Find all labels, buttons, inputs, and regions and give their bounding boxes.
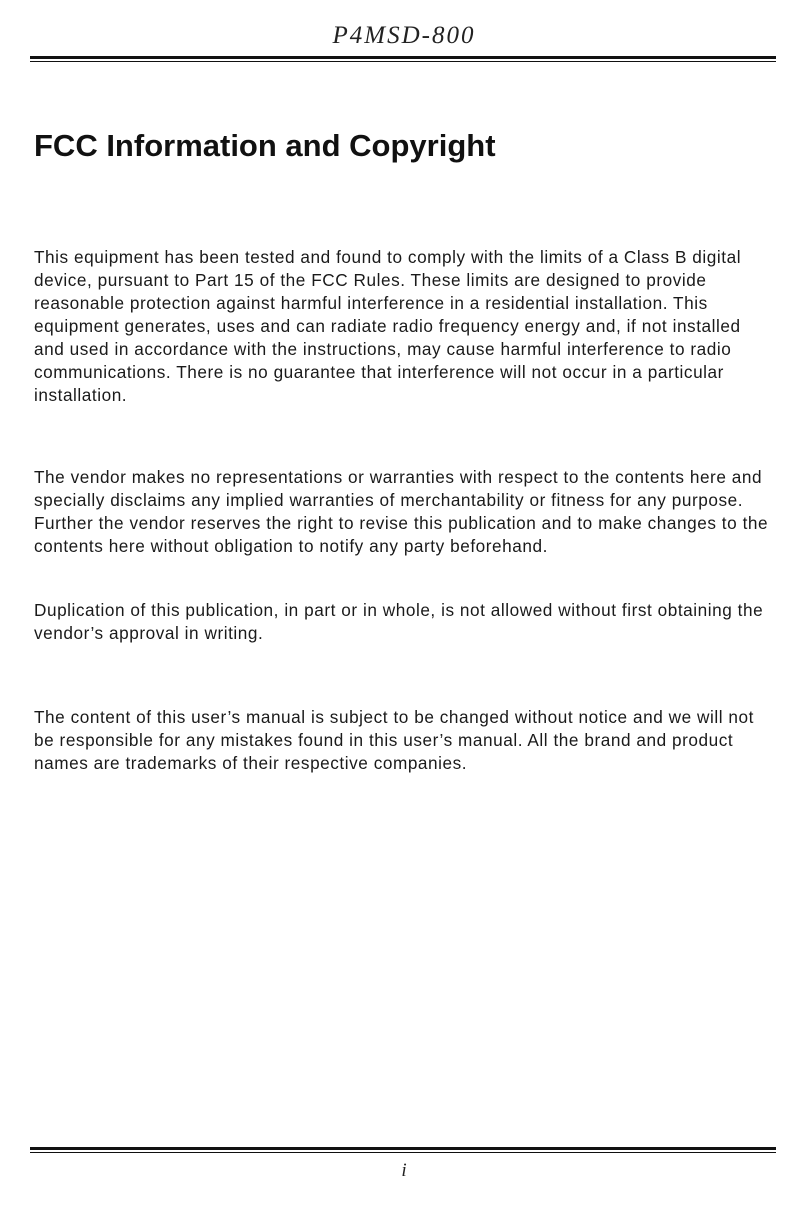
page-title: FCC Information and Copyright xyxy=(34,128,496,163)
footer-divider xyxy=(30,1147,776,1153)
trademark-notice-paragraph: The content of this user’s manual is subject to be changed without notice and we will not be responsible for any mistakes found in this user’s manual. All the brand and product names are trademarks of their respective companies. xyxy=(34,707,754,773)
duplication-notice-paragraph: Duplication of this publication, in part or in whole, is not allowed without first obtaining the vendor’s approval in writing. xyxy=(34,600,764,643)
header-divider xyxy=(30,56,776,62)
running-header-title: P4MSD-800 xyxy=(332,22,476,49)
fcc-compliance-paragraph: This equipment has been tested and found to comply with the limits of a Class B digital device, pursuant to Part 15 of the FCC Rules. These limits are designed to provide reasonable protection against harmful interference in a residential installation. This equipment generates, uses and can radiate radio frequency energy and, if not installed and used in accordance with the instructions, may cause harmful interference to radio communications. There is no guarantee that interference will not occur in a particular installation. xyxy=(34,247,742,405)
page-number: i xyxy=(401,1160,407,1181)
warranty-disclaimer-paragraph: The vendor makes no representations or warranties with respect to the contents here and specially disclaims any implied warranties of merchantability or fitness for any purpose. Further the vendor reserves the right to revise this publication and to make changes to the contents here without obligation to notify any party beforehand. xyxy=(34,467,769,556)
